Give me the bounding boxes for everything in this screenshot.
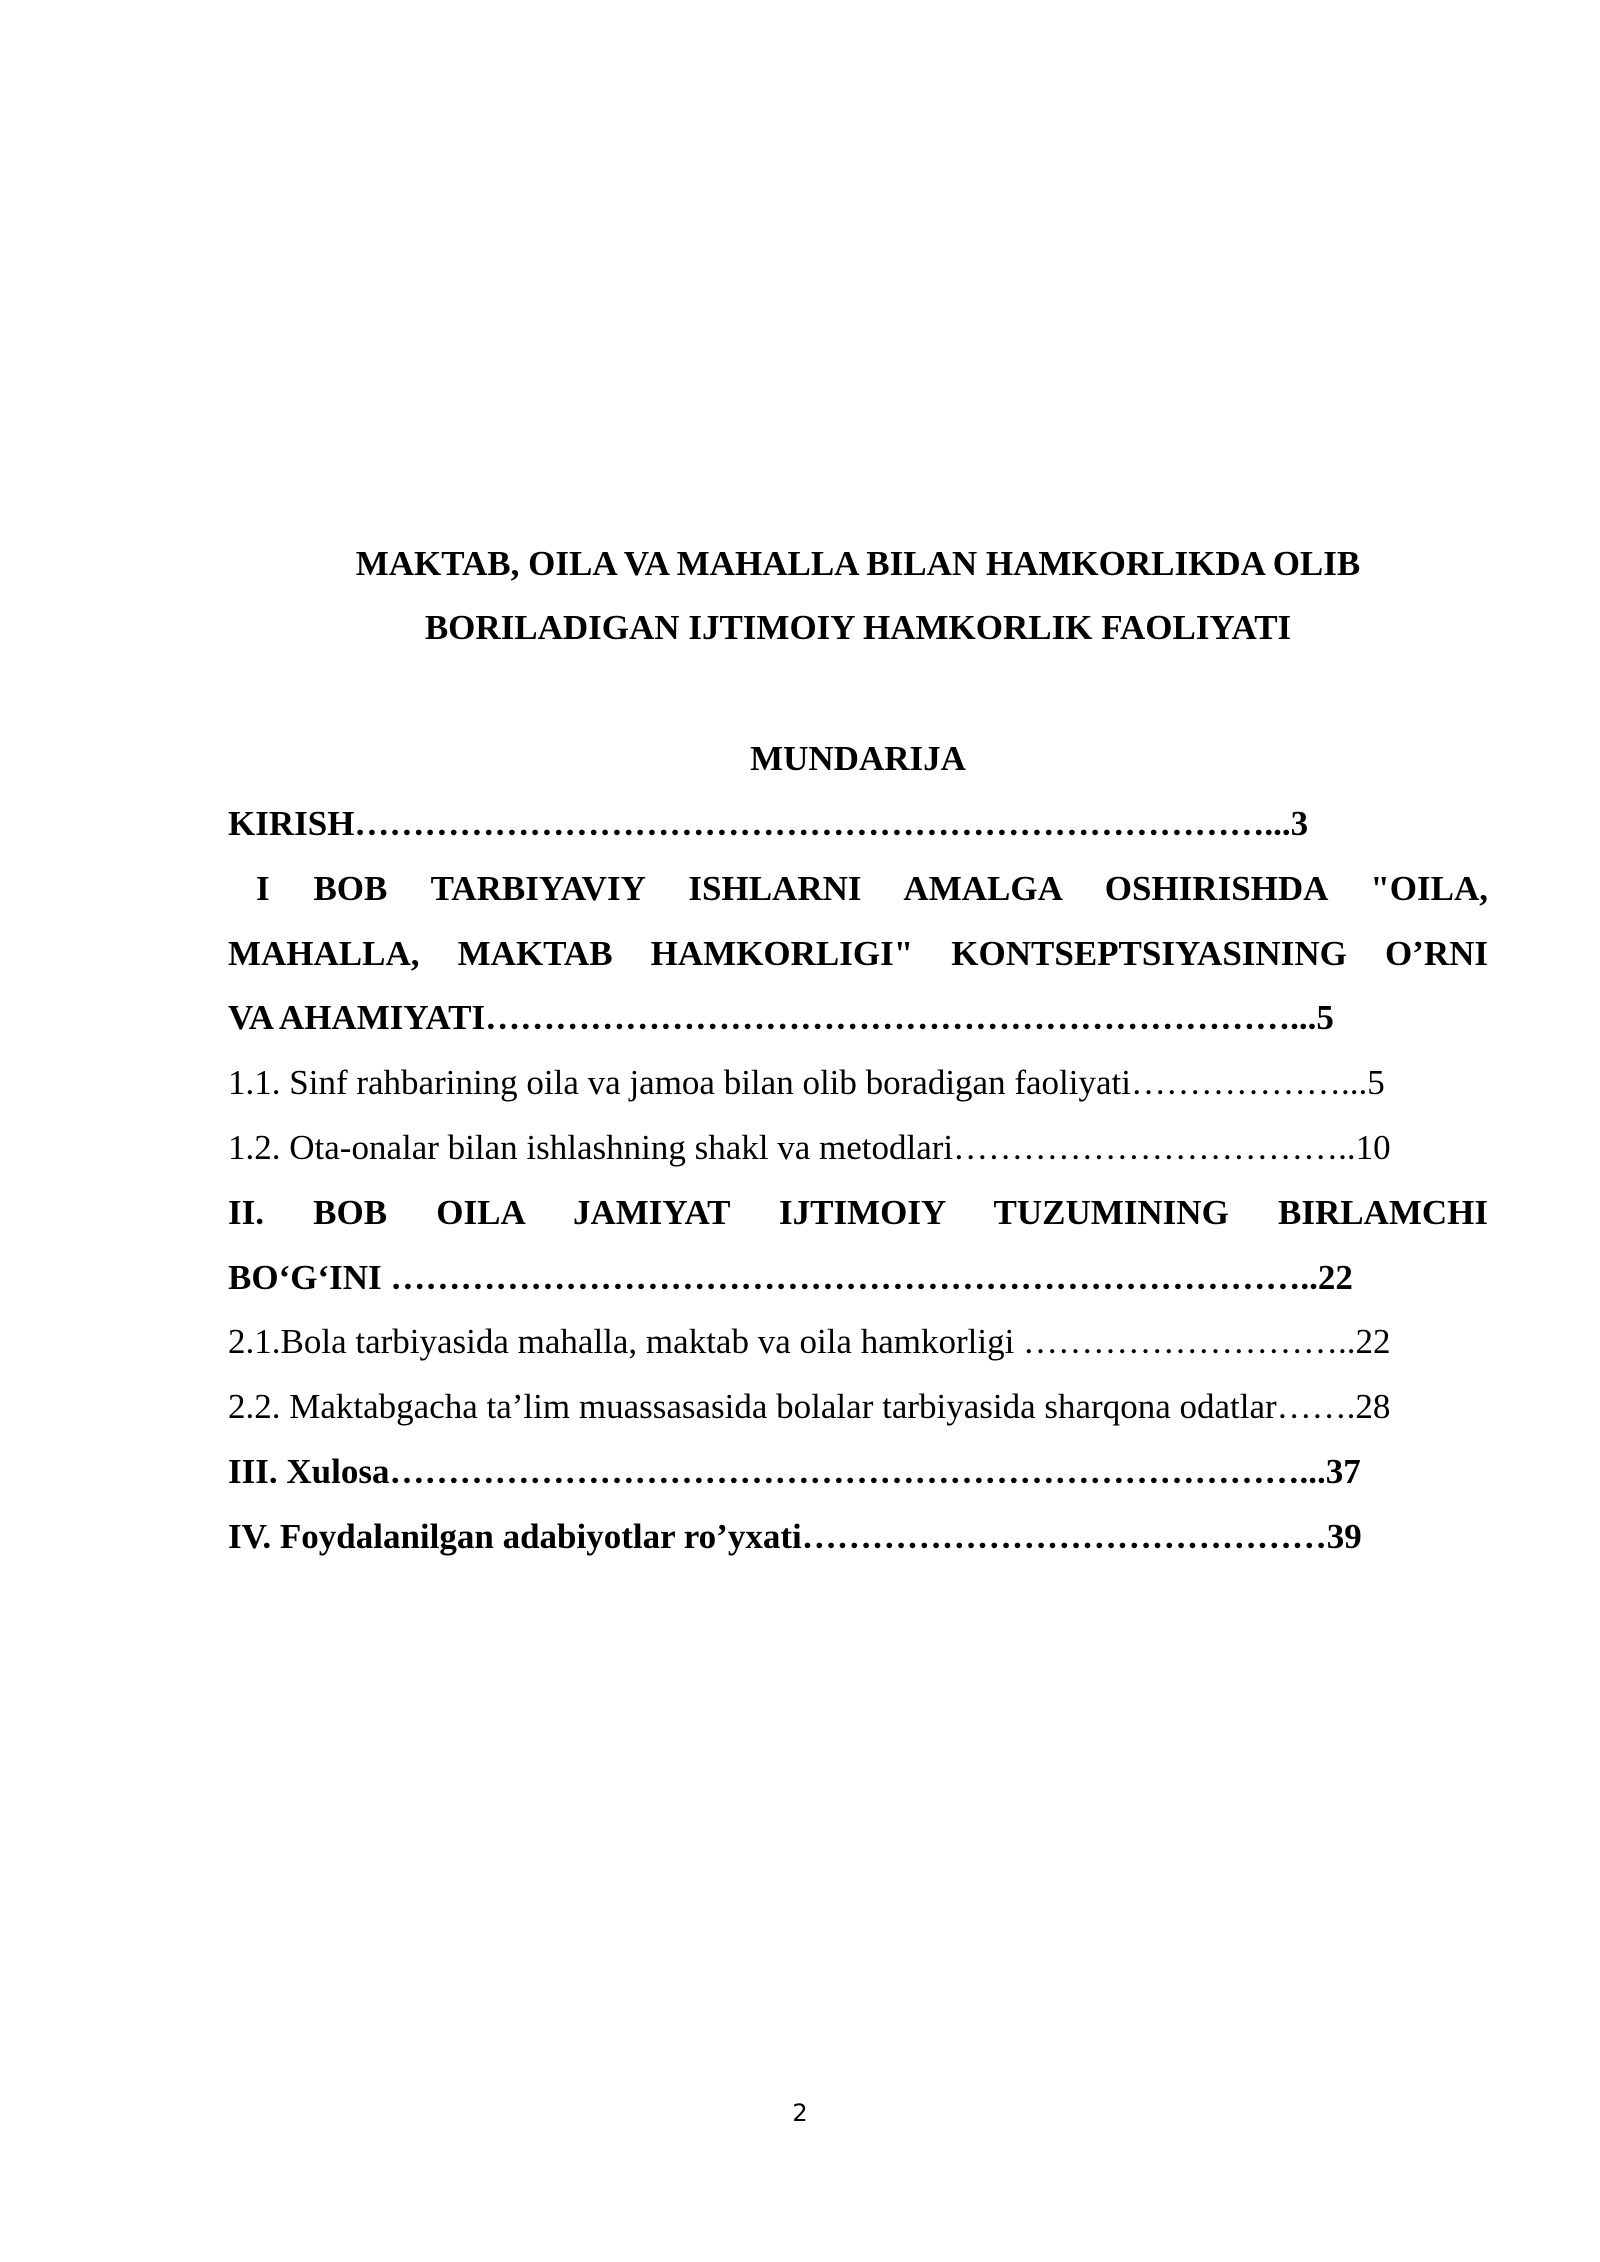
document-title bbox=[228, 532, 1488, 660]
toc-entry-section-2-1: 2.1.Bola tarbiyasida mahalla, maktab va oila hamkorligi ………………………..22 bbox=[228, 1322, 1391, 1362]
page-number: 2 bbox=[792, 2099, 808, 2127]
toc-entry-section-2-2: 2.2. Maktabgacha ta’lim muassasasida bolalar tarbiyasida sharqona odatlar…….28 bbox=[228, 1387, 1391, 1427]
toc-heading: MUNDARIJA bbox=[750, 739, 966, 778]
document-title-line-2: BORILADIGAN IJTIMOIY HAMKORLIK FAOLIYATI bbox=[424, 608, 1292, 647]
toc-entry-section-1-1: 1.1. Sinf rahbarining oila va jamoa bilan olib boradigan faoliyati………………...5 bbox=[228, 1063, 1385, 1103]
toc-entry-chapter-1-line-2: MAHALLA, MAKTAB HAMKORLIGI" KONTSEPTSIYASINING O’RNI bbox=[228, 933, 1488, 973]
table-of-contents bbox=[228, 792, 1488, 1570]
toc-entry-chapter-1-line-1: I BOB TARBIYAVIY ISHLARNI AMALGA OSHIRISHDA "OILA, bbox=[256, 868, 1488, 908]
toc-entry-section-1-2: 1.2. Ota-onalar bilan ishlashning shakl va metodlari……………………………..10 bbox=[228, 1127, 1391, 1167]
toc-entry-chapter-2-line-1: II. BOB OILA JAMIYAT IJTIMOIY TUZUMINING BIRLAMCHI bbox=[228, 1192, 1488, 1232]
document-title-line-1: MAKTAB, OILA VA MAHALLA BILAN HAMKORLIKDA OLIB bbox=[355, 544, 1361, 583]
toc-entry-chapter-1-line-3: VA AHAMIYATI……………………………………………………………...5 bbox=[228, 998, 1334, 1038]
toc-entry-references: IV. Foydalanilgan adabiyotlar ro’yxati………………………………………39 bbox=[228, 1516, 1362, 1556]
toc-entry-introduction: KIRISH……………………………………………………………………...3 bbox=[228, 804, 1309, 843]
toc-entry-conclusion: III. Xulosa……………………………………………………………………...37 bbox=[228, 1451, 1361, 1491]
toc-entry-chapter-2-line-2: BO‘G‘INI ……………………………………………………………………..22 bbox=[228, 1257, 1353, 1297]
